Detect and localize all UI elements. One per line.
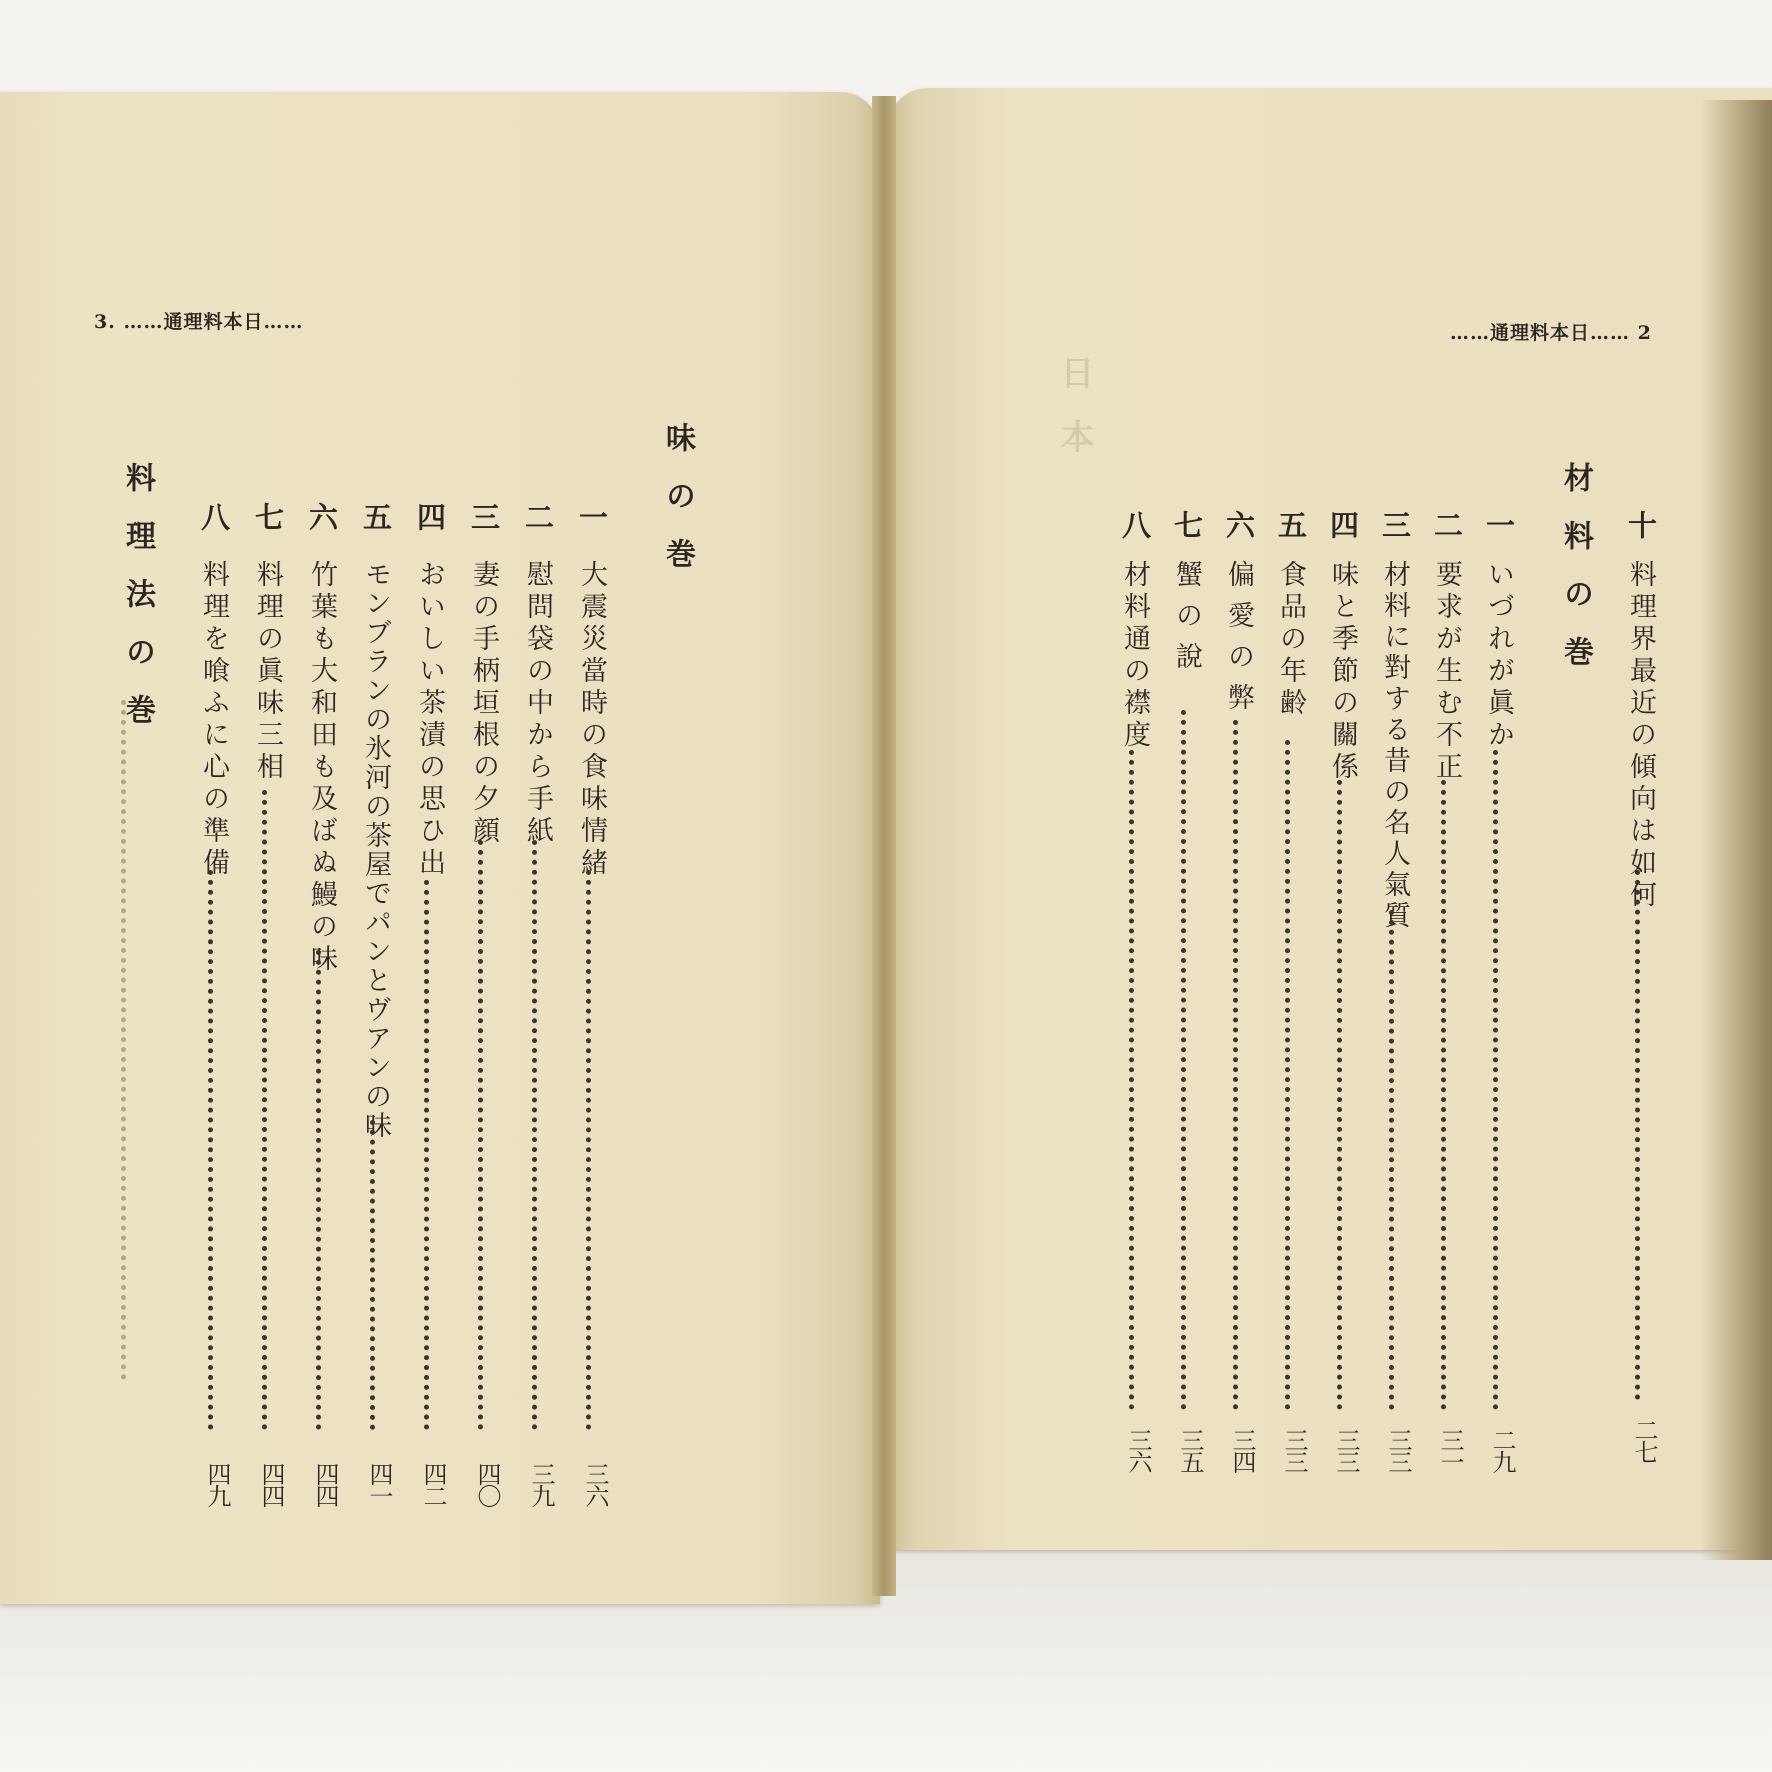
dot-leader: [1337, 780, 1342, 1410]
right-running-header: ……通理料本日…… 2: [1450, 322, 1652, 344]
entry-page-number: 三四: [1228, 1428, 1256, 1472]
entry-number: 七: [1170, 510, 1204, 547]
dot-leader: [121, 700, 126, 1380]
cover-edge: [1700, 100, 1772, 1560]
dot-leader: [1181, 710, 1186, 1410]
entry-number: 八: [1118, 510, 1152, 547]
entry-number: 一: [575, 502, 609, 539]
dot-leader: [424, 880, 429, 1430]
entry-number: 五: [1274, 510, 1308, 547]
dot-leader: [1129, 750, 1134, 1410]
dot-leader: [208, 870, 213, 1430]
entry-title: 竹葉も大和田も及ばぬ鰻の味: [306, 560, 337, 976]
entry-page-number: 三一: [1436, 1428, 1464, 1472]
dot-leader: [1233, 720, 1238, 1410]
entry-number: 六: [1222, 510, 1256, 547]
entry-number: 二: [1430, 510, 1464, 547]
entry-title: モンブランの氷河の茶屋でパンとヴアンの味: [360, 560, 391, 1140]
entry-number: 八: [197, 502, 231, 539]
dot-leader: [1389, 910, 1394, 1410]
entry-title: 妻の手柄垣根の夕顔: [468, 560, 499, 848]
dot-leader: [316, 950, 321, 1430]
entry-title: 料理を喰ふに心の準備: [198, 560, 229, 880]
entry-title: いづれが眞か: [1483, 560, 1514, 752]
entry-number: 四: [413, 502, 447, 539]
entry-number: 七: [251, 502, 285, 539]
dot-leader: [1493, 750, 1498, 1410]
dot-leader: [1635, 870, 1640, 1400]
dot-leader: [370, 1120, 375, 1430]
entry-title: 要求が生む不正: [1431, 560, 1462, 784]
entry-title: 偏愛の弊: [1223, 560, 1254, 724]
entry-page-number: 二七: [1630, 1418, 1658, 1462]
dot-leader: [532, 840, 537, 1430]
entry-title: 慰問袋の中から手紙: [522, 560, 553, 848]
dot-leader: [1441, 780, 1446, 1410]
entry-title: 材料通の襟度: [1119, 560, 1150, 752]
entry-number: 六: [305, 502, 339, 539]
entry-title: 蟹の說: [1171, 560, 1202, 683]
entry-number: 三: [1378, 510, 1412, 547]
entry-page-number: 三九: [527, 1462, 555, 1506]
entry-page-number: 三三: [1280, 1428, 1308, 1472]
entry-page-number: 四四: [311, 1462, 339, 1506]
entry-number: 十: [1624, 510, 1658, 547]
entry-page-number: 二九: [1488, 1428, 1516, 1472]
entry-page-number: 三三: [1332, 1428, 1360, 1472]
entry-title: おいしい茶漬の思ひ出: [414, 560, 445, 880]
entry-title: 味と季節の關係: [1327, 560, 1358, 784]
dot-leader: [478, 840, 483, 1430]
entry-title: 料理の眞味三相: [252, 560, 283, 784]
entry-title: 大震災當時の食味情緒: [576, 560, 607, 880]
entry-number: 五: [359, 502, 393, 539]
entry-page-number: 四九: [203, 1462, 231, 1506]
entry-number: 一: [1482, 510, 1516, 547]
book-spine: [872, 96, 896, 1596]
entry-number: 四: [1326, 510, 1360, 547]
entry-page-number: 三三: [1384, 1428, 1412, 1472]
dot-leader: [262, 790, 267, 1430]
entry-page-number: 三六: [1124, 1428, 1152, 1472]
entry-page-number: 三五: [1176, 1428, 1204, 1472]
dot-leader: [1285, 740, 1290, 1410]
entry-page-number: 四一: [365, 1462, 393, 1506]
entry-number: 二: [521, 502, 555, 539]
volume-title-zairyo: 材料の巻: [1558, 462, 1593, 694]
volume-title-aji: 味の巻: [660, 422, 695, 596]
entry-page-number: 四〇: [473, 1462, 501, 1506]
entry-page-number: 三六: [581, 1462, 609, 1506]
entry-title: 食品の年齢: [1275, 560, 1306, 720]
entry-title: 料理界最近の傾向は如何: [1625, 560, 1656, 912]
left-running-header: 3. ……通理料本日……: [94, 311, 304, 333]
entry-number: 三: [467, 502, 501, 539]
entry-title: 材料に對する昔の名人氣質: [1379, 560, 1410, 932]
entry-page-number: 四二: [419, 1462, 447, 1506]
volume-title-ryorihou: 料理法の巻: [120, 462, 155, 752]
dot-leader: [586, 870, 591, 1430]
entry-page-number: 四四: [257, 1462, 285, 1506]
show-through-text: 日本: [1054, 355, 1094, 483]
